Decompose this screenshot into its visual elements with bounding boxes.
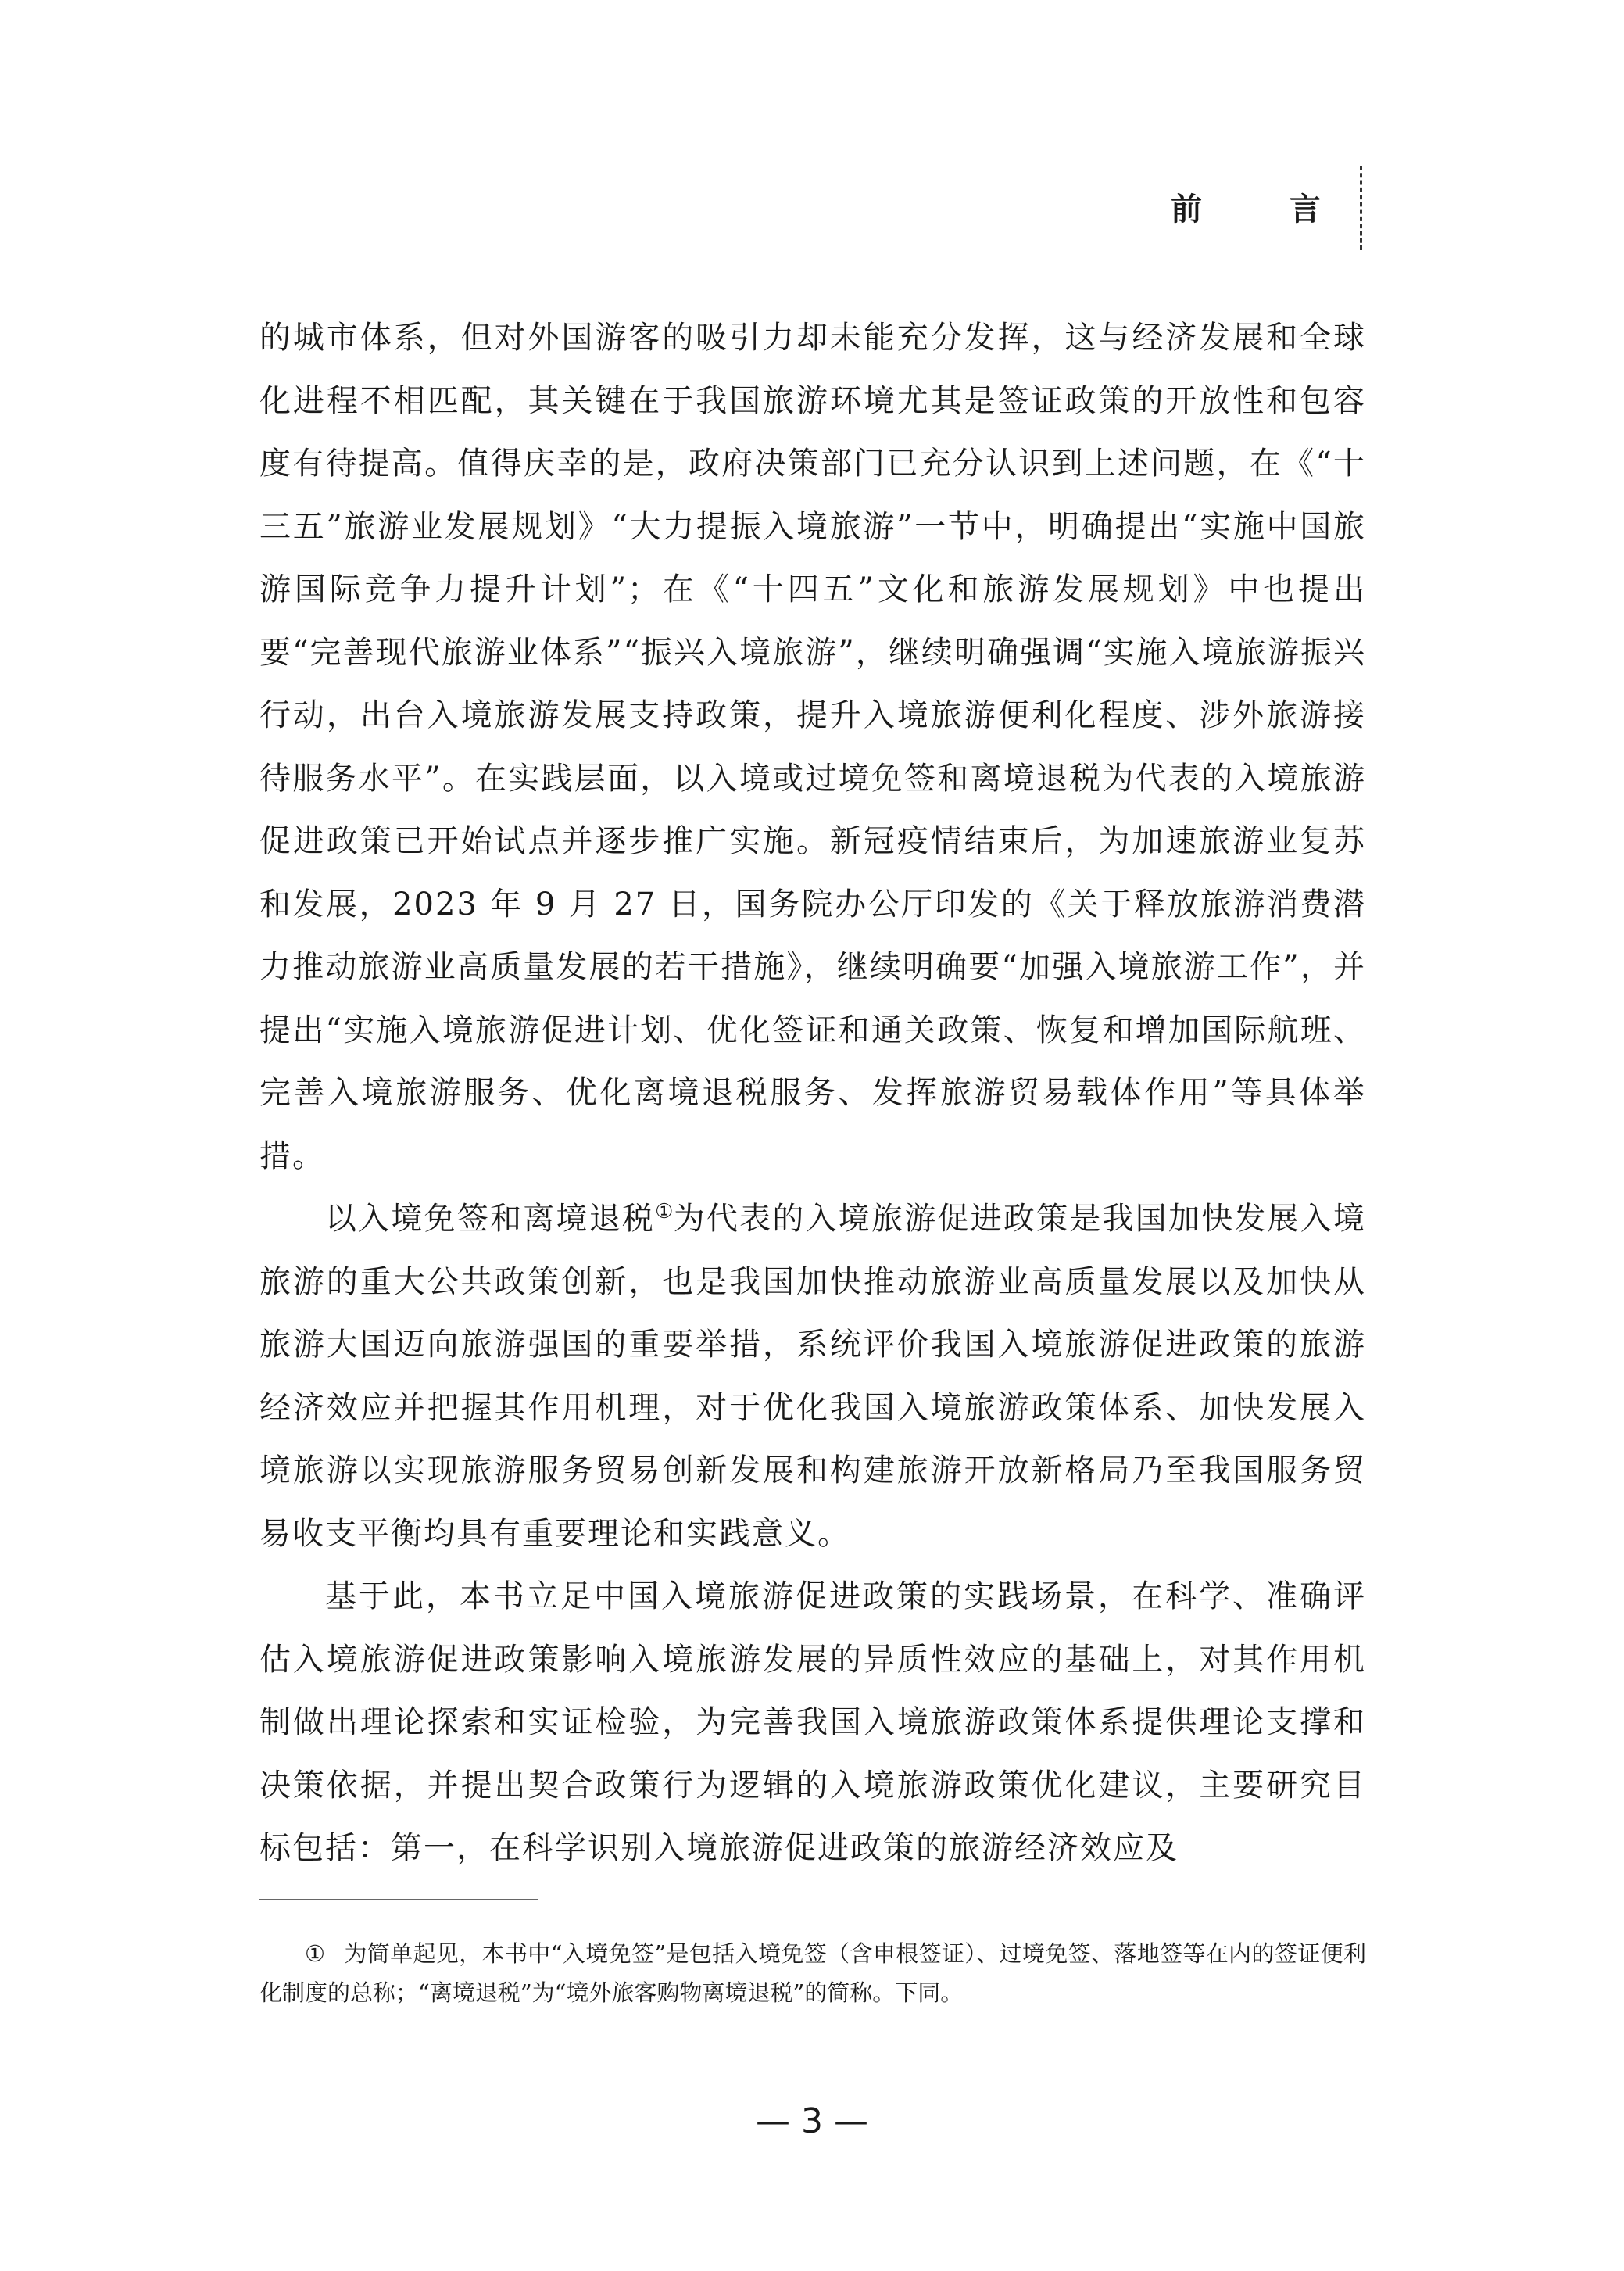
footnote	[259, 1934, 1366, 2012]
page-number: — 3 —	[756, 2101, 868, 2141]
footnote-number: ①	[305, 1940, 326, 1967]
body-text	[259, 306, 1366, 1880]
paragraph-2	[259, 1187, 1366, 1565]
header-dashed-rule	[1360, 166, 1362, 250]
running-header-title: 前 言	[1171, 192, 1349, 227]
footnote-reference-marker[interactable]: ①	[655, 1200, 674, 1223]
paragraph-2-text-before-note: 以入境免签和离境退税	[325, 1201, 656, 1237]
paragraph-2-text-after-note: 为代表的入境旅游促进政策是我国加快发展入境旅游的重大公共政策创新，也是我国加快推动旅游业高质量发展以及加快从旅游大国迈向旅游强国的重要举措，系统评价我国入境旅游促进政策的旅游经济效应并把握其作用机理，对于优化我国入境旅游政策体系、加快发展入境旅游以实现旅游服务贸易创新发展和构建旅游开放新格局乃至我国服务贸易收支平衡均具有重要理论和实践意义。	[259, 1201, 1367, 1552]
footnote-separator	[259, 1899, 538, 1900]
footnote-text: 为简单起见，本书中“入境免签”是包括入境免签（含申根签证）、过境免签、落地签等在内的签证便利化制度的总称；“离境退税”为“境外旅客购物离境退税”的简称。下同。	[259, 1940, 1367, 2006]
footnote-entry	[259, 1934, 1366, 2012]
paragraph-1: 的城市体系，但对外国游客的吸引力却未能充分发挥，这与经济发展和全球化进程不相匹配，其关键在于我国旅游环境尤其是签证政策的开放性和包容度有待提高。值得庆幸的是，政府决策部门已充分认识到上述问题，在《“十三五”旅游业发展规划》“大力提振入境旅游”一节中，明确提出“实施中国旅游国际竞争力提升计划”；在《“十四五”文化和旅游发展规划》中也提出要“完善现代旅游业体系”“振兴入境旅游”，继续明确强调“实施入境旅游振兴行动，出台入境旅游发展支持政策，提升入境旅游便利化程度、涉外旅游接待服务水平”。在实践层面，以入境或过境免签和离境退税为代表的入境旅游促进政策已开始试点并逐步推广实施。新冠疫情结束后，为加速旅游业复苏和发展，2023 年 9 月 27 日，国务院办公厅印发的《关于释放旅游消费潜力推动旅游业高质量发展的若干措施》，继续明确要“加强入境旅游工作”，并提出“实施入境旅游促进计划、优化签证和通关政策、恢复和增加国际航班、完善入境旅游服务、优化离境退税服务、发挥旅游贸易载体作用”等具体举措。	[259, 320, 1366, 1174]
paragraph-3: 基于此，本书立足中国入境旅游促进政策的实践场景，在科学、准确评估入境旅游促进政策影响入境旅游发展的异质性效应的基础上，对其作用机制做出理论探索和实证检验，为完善我国入境旅游政策体系提供理论支撑和决策依据，并提出契合政策行为逻辑的入境旅游政策优化建议，主要研究目标包括：第一，在科学识别入境旅游促进政策的旅游经济效应及	[259, 1578, 1366, 1866]
